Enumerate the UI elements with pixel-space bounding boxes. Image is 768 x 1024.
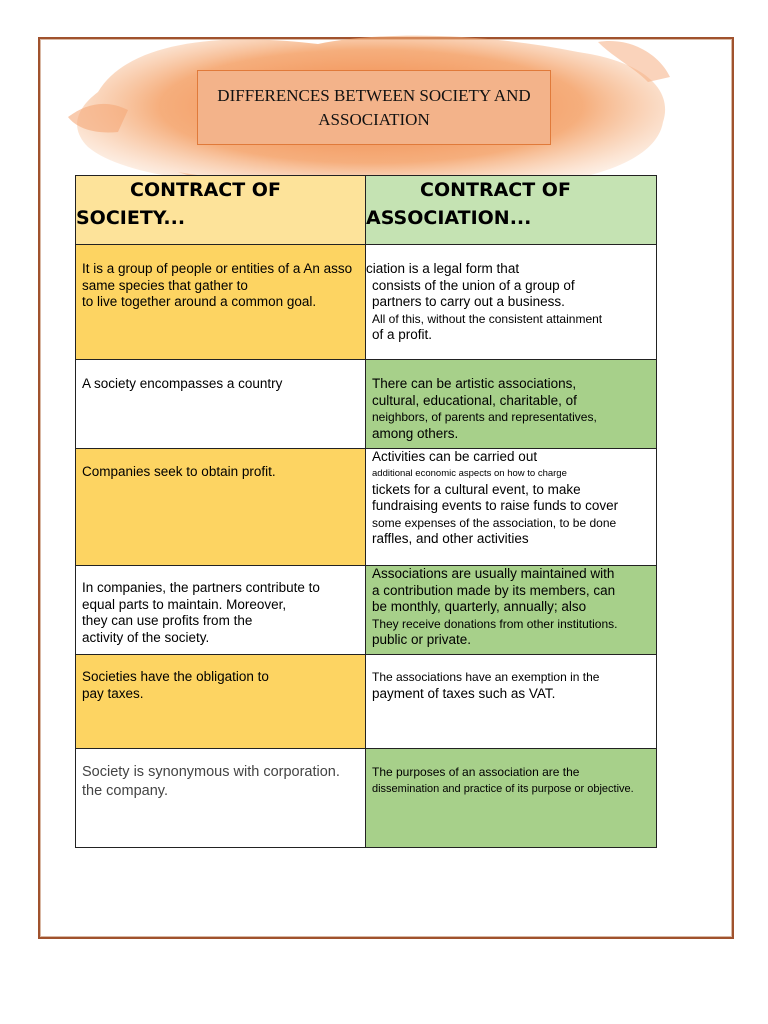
association-cell: The associations have an exemption in the payment of taxes such as VAT. (366, 655, 657, 749)
society-cell: It is a group of people or entities of a An asso same species that gather to to live together around a common goal. (76, 245, 366, 360)
table-row (76, 245, 657, 360)
association-cell: The purposes of an association are the dissemination and practice of its purpose or objective. (366, 749, 657, 848)
table-header-row (76, 176, 657, 245)
association-cell: ciation is a legal form that consists of the union of a group of partners to carry out a business. All of this, without the consistent attainment of a profit. (366, 245, 657, 360)
comparison-table (75, 175, 657, 848)
page-title-text: DIFFERENCES BETWEEN SOCIETY AND ASSOCIATION (217, 85, 531, 129)
society-cell: A society encompasses a country (76, 360, 366, 449)
association-cell: There can be artistic associations, cultural, educational, charitable, of neighbors, of parents and representatives, among others. (366, 360, 657, 449)
header-association: CONTRACT OF ASSOCIATION... (366, 176, 657, 245)
association-cell: Activities can be carried out additional economic aspects on how to charge tickets for a cultural event, to make fundraising events to raise funds to cover some expenses of the association, to be done raffles, and other activities (366, 449, 657, 566)
table-row (76, 749, 657, 848)
page-title (197, 70, 551, 145)
society-cell: Societies have the obligation to pay taxes. (76, 655, 366, 749)
society-cell: In companies, the partners contribute to equal parts to maintain. Moreover, they can use profits from the activity of the society. (76, 566, 366, 655)
society-cell: Society is synonymous with corporation. the company. (76, 749, 366, 848)
table-row (76, 566, 657, 655)
table-row (76, 449, 657, 566)
table-row (76, 655, 657, 749)
association-cell: Associations are usually maintained with a contribution made by its members, can be monthly, quarterly, annually; also They receive donations from other institutions. public or private. (366, 566, 657, 655)
table-row (76, 360, 657, 449)
header-society: CONTRACT OF SOCIETY... (76, 176, 366, 245)
society-cell: Companies seek to obtain profit. (76, 449, 366, 566)
